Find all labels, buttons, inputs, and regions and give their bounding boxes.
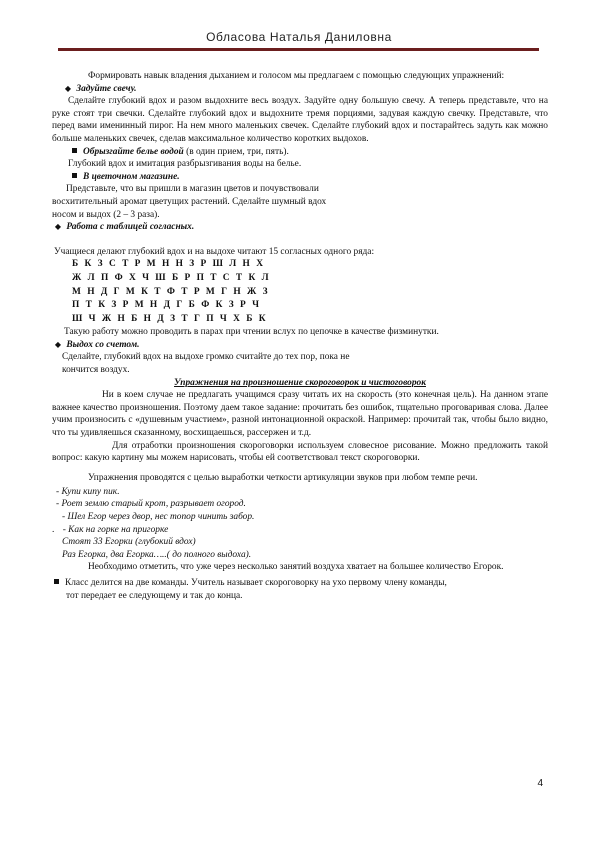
diamond-bullet-icon: ◆ bbox=[64, 83, 72, 93]
document-body bbox=[52, 70, 548, 602]
page-header-author: Обласова Наталья Даниловна bbox=[206, 30, 392, 44]
exercise-3-line-3: носом и выдох (2 – 3 раза). bbox=[52, 209, 160, 220]
exercise-4-title: Работа с таблицей согласных. bbox=[66, 222, 195, 233]
exercise-2-title-suffix: (в один прием, три, пять). bbox=[183, 146, 289, 157]
tongue-twister-4-text: - Как на горке на пригорке bbox=[62, 524, 169, 535]
exercise-3-title: В цветочном магазине. bbox=[83, 171, 180, 182]
exercise-5-line-1: Сделайте, глубокий вдох на выдохе громко считайте до тех пор, пока не bbox=[62, 352, 350, 363]
tongue-twister-5: Стоят 33 Егорки (глубокий вдох) bbox=[62, 537, 196, 548]
section-paragraph-4: Необходимо отметить, что уже через несколько занятий воздуха хватает на большее количество Егорок. bbox=[88, 562, 504, 573]
tongue-twister-4-prefix: . bbox=[52, 524, 55, 535]
exercise-5-heading bbox=[52, 339, 548, 352]
consonant-row: Б К З С Т Р М Н Н З Р Ш Л Н Х bbox=[72, 259, 265, 270]
tongue-twister-4 bbox=[52, 524, 548, 537]
exercise-5-title: Выдох со счетом. bbox=[66, 339, 140, 350]
section-paragraph-5b: тот передает ее следующему и так до конца. bbox=[66, 590, 243, 601]
exercise-4-note: Такую работу можно проводить в парах при чтении вслух по цепочке в качестве физминутки. bbox=[64, 327, 439, 338]
square-bullet-icon bbox=[72, 173, 77, 178]
consonant-row: Ш Ч Ж Н Б Н Д З Т Г П Ч Х Б К bbox=[72, 313, 268, 324]
square-bullet-icon bbox=[72, 148, 77, 153]
consonant-row: П Т К З Р М Н Д Г Б Ф К З Р Ч bbox=[72, 300, 261, 311]
exercise-4-text: Учащиеся делают глубокий вдох и на выдохе читают 15 согласных одного ряда: bbox=[54, 246, 375, 257]
section-paragraph-2: Для отработки произношения скороговорки используем словесное рисование. Можно предложить такой вопрос: какую картину мы можем нарисовать, чтобы ей соответствовал текст скороговорки. bbox=[52, 440, 548, 464]
diamond-bullet-icon: ◆ bbox=[54, 339, 62, 349]
exercise-2-title: Обрызгайте белье водой bbox=[83, 146, 184, 157]
exercise-5-line-2: кончится воздух. bbox=[62, 365, 130, 376]
exercise-3-line-1: Представьте, что вы пришли в магазин цветов и почувствовали bbox=[66, 184, 319, 195]
exercise-2-heading bbox=[52, 146, 548, 159]
header-rule bbox=[58, 48, 539, 51]
exercise-1-heading bbox=[52, 83, 548, 96]
section-paragraph-5a bbox=[52, 577, 548, 590]
consonant-table bbox=[52, 258, 548, 326]
consonant-row: Ж Л П Ф Х Ч Ш Б Р П Т С Т К Л bbox=[72, 272, 271, 283]
tongue-twister-3: - Шел Егор через двор, нес топор чинить забор. bbox=[62, 512, 255, 522]
exercise-1-text: Сделайте глубокий вдох и разом выдохните весь воздух. Задуйте одну большую свечу. А теперь представьте, что на руке стоят три свечки. Сделайте глубокий вдох и выдохните тремя порциями, задувая каждую свечку. Представьте, что перед вами именинный пирог. На нем много маленьких свечек. Сделайте глубокий вдох и постарайтесь задуть как можно больше маленьких свечек, сделав максимальное количество коротких выдохов. bbox=[52, 96, 548, 144]
exercise-3-line-2: восхитительный аромат цветущих растений. Сделайте шумный вдох bbox=[52, 196, 327, 207]
square-bullet-icon bbox=[54, 579, 59, 584]
tongue-twister-1: - Купи кипу пик. bbox=[56, 486, 120, 497]
tongue-twister-2: - Роет землю старый крот, разрывает огород. bbox=[56, 499, 246, 510]
section-title: Упражнения на произношение скороговорок и чистоговорок bbox=[174, 377, 426, 388]
section-paragraph-5a-text: Класс делится на две команды. Учитель называет скороговорку на ухо первому члену команды, bbox=[65, 577, 447, 588]
tongue-twister-6: Раз Егорка, два Егорка…..( до полного выдоха). bbox=[62, 549, 252, 560]
diamond-bullet-icon: ◆ bbox=[54, 222, 62, 232]
consonant-row: М Н Д Г М К Т Ф Т Р М Г Н Ж З bbox=[72, 286, 270, 297]
exercise-1-title: Задуйте свечу. bbox=[76, 83, 137, 94]
section-paragraph-1: Ни в коем случае не предлагать учащимся сразу читать их на скорость (это конечная цель). На данном этапе важнее качество произношения. Поэтому даем такое задание: прочитать без ошибок, тщательно проговаривая слова. Далее учим произносить с «душевным участием», разной интонационной окраской. Например: прочитай так, чтобы было видно, что ты удивляешься сказанному, восхищаешься, рассержен и т.д. bbox=[52, 390, 548, 439]
exercise-2-text: Глубокий вдох и имитация разбрызгивания воды на белье. bbox=[68, 159, 302, 170]
exercise-3-heading bbox=[52, 171, 548, 184]
intro-paragraph: Формировать навык владения дыханием и голосом мы предлагаем с помощью следующих упражнений: bbox=[88, 71, 505, 81]
exercise-4-heading bbox=[52, 221, 548, 234]
page-number: 4 bbox=[537, 778, 543, 789]
section-paragraph-3: Упражнения проводятся с целью выработки четкости артикуляции звуков при любом темпе речи. bbox=[88, 472, 478, 483]
